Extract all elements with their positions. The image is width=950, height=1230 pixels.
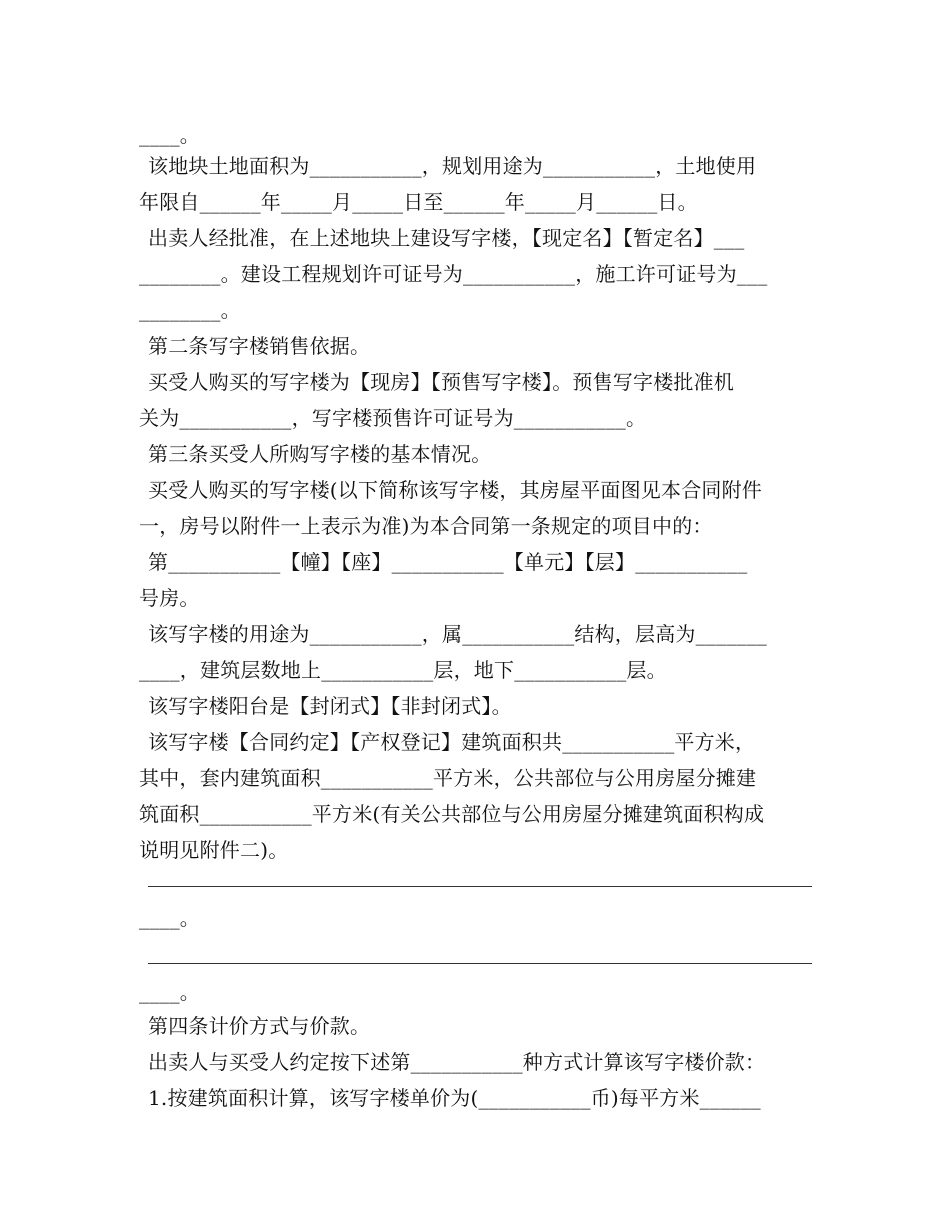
text-line: 买受人购买的写字楼(以下简称该写字楼，其房屋平面图见本合同附件 [148, 478, 763, 502]
text-line: ________。 [139, 298, 241, 322]
text-line: 出卖人经批准，在上述地块上建设写字楼，【现定名】【暂定名】___ [148, 226, 745, 250]
blank-fill-rule [148, 886, 812, 887]
text-line: 号房。 [139, 586, 200, 610]
text-line: ________。建设工程规划许可证号为___________，施工许可证号为___ [139, 262, 768, 286]
text-line: 第___________【幢】【座】___________【单元】【层】___________ [148, 550, 748, 574]
text-line: ____。 [139, 906, 200, 930]
section-heading: 第二条写字楼销售依据。 [148, 334, 371, 358]
text-line: ____，建筑层数地上___________层，地下___________层。 [139, 658, 667, 682]
text-line: 该写字楼的用途为___________，属___________结构，层高为_______ [148, 622, 767, 646]
text-line: ____。 [139, 980, 200, 1004]
text-line: 该写字楼【合同约定】【产权登记】建筑面积共___________平方米， [148, 730, 756, 754]
text-line: 该写字楼阳台是【封闭式】【非封闭式】。 [148, 694, 512, 718]
text-line: 买受人购买的写字楼为【现房】【预售写字楼】。预售写字楼批准机 [148, 370, 734, 394]
text-line: 关为___________，写字楼预售许可证号为___________。 [139, 406, 647, 430]
blank-fill-rule [148, 963, 812, 964]
text-line: 其中，套内建筑面积___________平方米，公共部位与公用房屋分摊建 [139, 766, 757, 790]
text-line: 筑面积___________平方米(有关公共部位与公用房屋分摊建筑面积构成 [139, 802, 765, 826]
text-line: 1.按建筑面积计算，该写字楼单价为(___________币)每平方米______ [148, 1086, 761, 1110]
section-heading: 第三条买受人所购写字楼的基本情况。 [148, 442, 492, 466]
text-line: 年限自______年_____月_____日至______年_____月______日。 [139, 190, 698, 214]
text-line: ____。 [139, 123, 200, 147]
text-line: 说明见附件二)。 [139, 838, 289, 862]
text-line: 出卖人与买受人约定按下述第___________种方式计算该写字楼价款： [148, 1050, 766, 1074]
section-heading: 第四条计价方式与价款。 [148, 1014, 371, 1038]
text-line: 一，房号以附件一上表示为准)为本合同第一条规定的项目中的： [139, 514, 713, 538]
text-line: 该地块土地面积为___________，规划用途为___________，土地使用 [148, 154, 757, 178]
